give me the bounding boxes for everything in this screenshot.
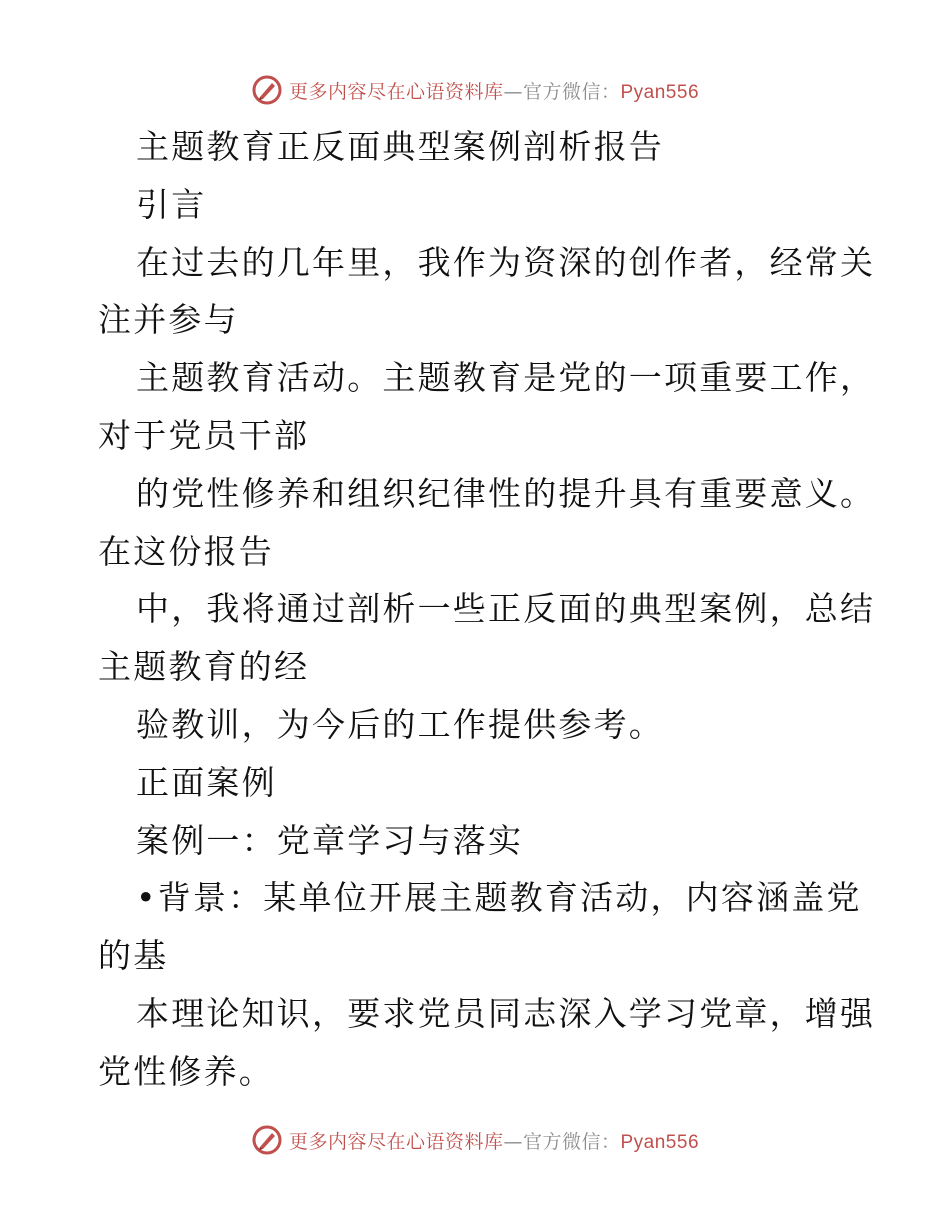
text-line: 主题教育正反面典型案例剖析报告 [136, 127, 664, 166]
document-body [98, 118, 876, 1101]
text-line: 注并参与 [98, 300, 239, 340]
watermark-separator: —官方微信： [503, 1130, 621, 1153]
watermark-wechat-id: Pyan556 [620, 81, 700, 103]
seal-pen-logo-icon [251, 74, 283, 106]
text-line: 的基 [98, 936, 169, 976]
text-line: 的党性修养和组织纪律性的提升具有重要意义。 [136, 473, 876, 513]
text-line: 验教训，为今后的工作提供参考。 [136, 704, 664, 744]
text-line: 对于党员干部 [98, 415, 310, 455]
header-watermark [0, 70, 950, 110]
watermark-wechat-id: Pyan556 [620, 1131, 700, 1153]
text-line: 主题教育活动。主题教育是党的一项重要工作， [136, 358, 876, 398]
text-line: 党性修养。 [98, 1051, 274, 1091]
text-line: 引言 [136, 184, 207, 224]
text-line: 中，我将通过剖析一些正反面的典型案例，总结 [136, 589, 876, 629]
watermark-separator: —官方微信： [503, 80, 621, 103]
watermark-main-text: 更多内容尽在心语资料库 [288, 80, 504, 103]
text-line: 在这份报告 [98, 531, 274, 571]
footer-watermark [0, 1120, 950, 1160]
watermark-main-text: 更多内容尽在心语资料库 [288, 1130, 504, 1153]
text-line: 正面案例 [136, 762, 277, 802]
text-line: 在过去的几年里，我作为资深的创作者，经常关 [136, 242, 876, 282]
text-line: 本理论知识，要求党员同志深入学习党章，增强 [136, 993, 876, 1033]
text-line: •背景：某单位开展主题教育活动，内容涵盖党 [136, 878, 862, 918]
watermark-text [289, 1127, 699, 1154]
watermark-text [289, 77, 699, 104]
text-line: 案例一：党章学习与落实 [136, 820, 524, 860]
seal-pen-logo-icon [251, 1124, 283, 1156]
text-line: 主题教育的经 [98, 647, 310, 687]
